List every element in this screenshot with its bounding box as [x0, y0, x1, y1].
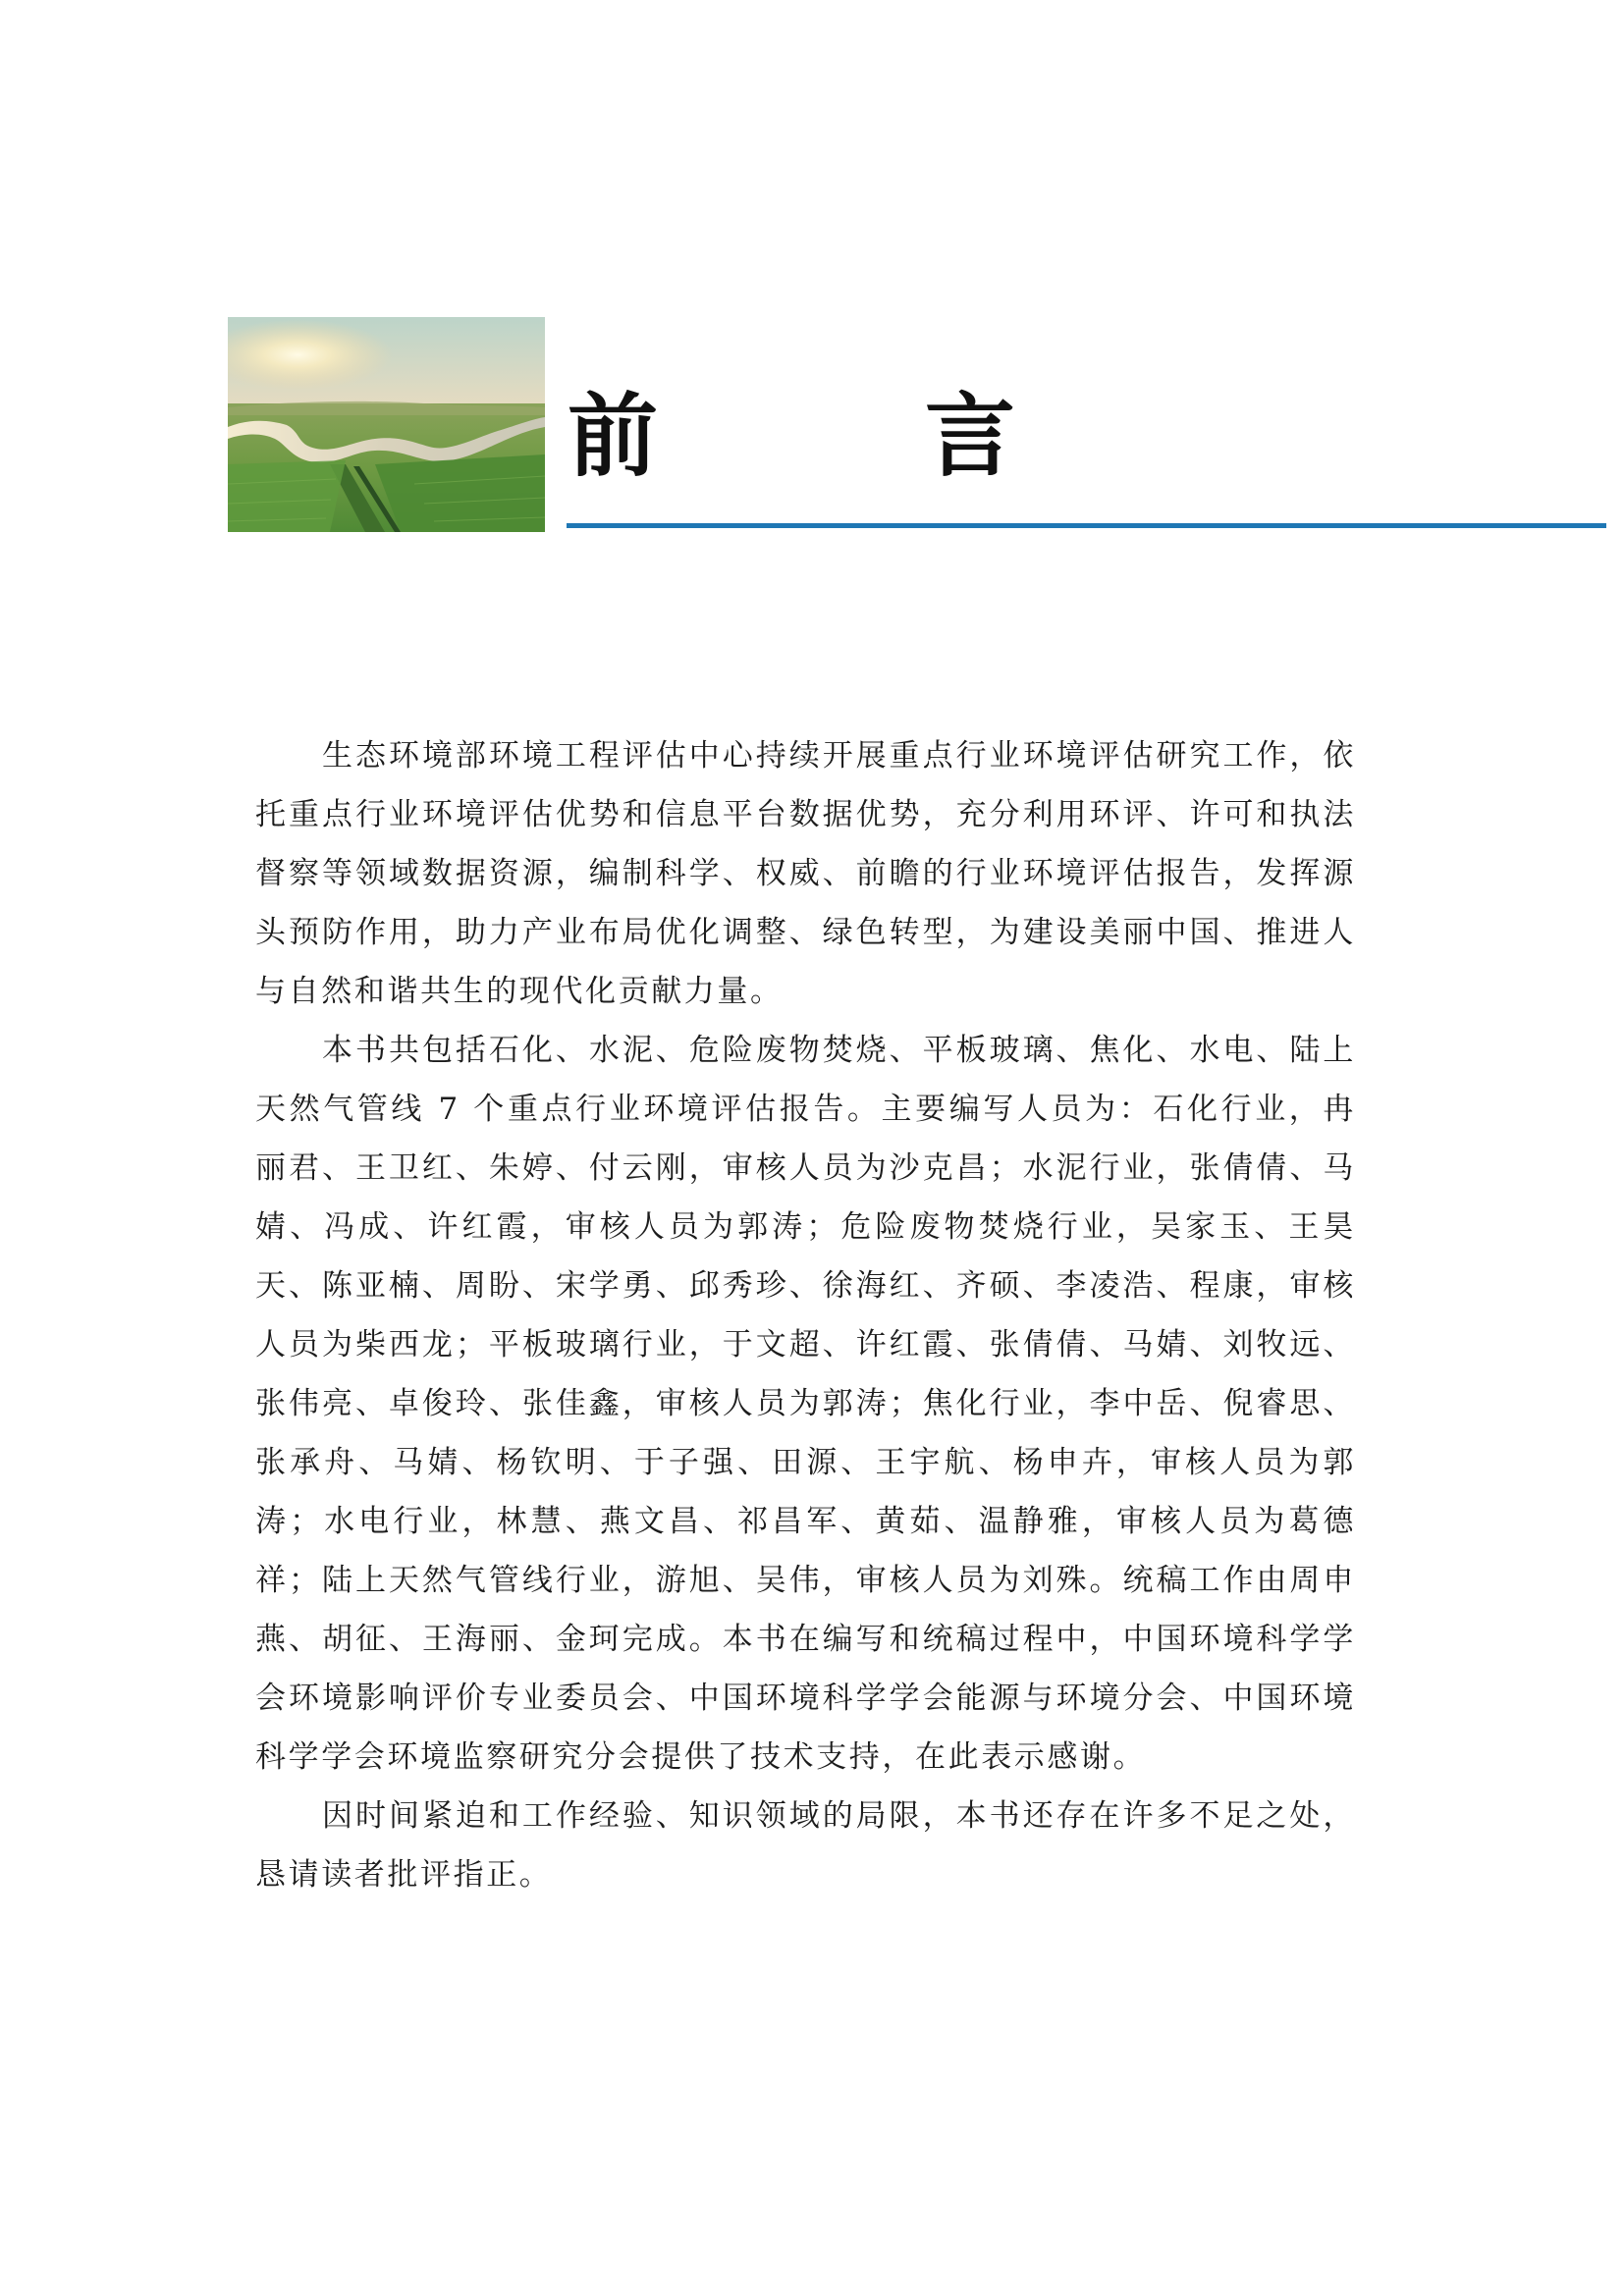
title-divider	[567, 523, 1606, 528]
preface-body	[255, 726, 1356, 1904]
page-title: 前 言	[568, 384, 1105, 489]
river-landscape-photo	[228, 317, 545, 532]
paragraph-2: 本书共包括石化、水泥、危险废物焚烧、平板玻璃、焦化、水电、陆上天然气管线 7 个重点行业环境评估报告。主要编写人员为：石化行业，冉丽君、王卫红、朱婷、付云刚，审核人员为沙克昌；水泥行业，张倩倩、马婧、冯成、许红霞，审核人员为郭涛；危险废物焚烧行业，吴家玉、王昊天、陈亚楠、周盼、宋学勇、邱秀珍、徐海红、齐硕、李凌浩、程康，审核人员为柴西龙；平板玻璃行业，于文超、许红霞、张倩倩、马婧、刘牧远、张伟亮、卓俊玲、张佳鑫，审核人员为郭涛；焦化行业，李中岳、倪睿思、张承舟、马婧、杨钦明、于子强、田源、王宇航、杨申卉，审核人员为郭涛；水电行业，林慧、燕文昌、祁昌军、黄茹、温静雅，审核人员为葛德祥；陆上天然气管线行业，游旭、吴伟，审核人员为刘殊。统稿工作由周申燕、胡征、王海丽、金珂完成。本书在编写和统稿过程中，中国环境科学学会环境影响评价专业委员会、中国环境科学学会能源与环境分会、中国环境科学学会环境监察研究分会提供了技术支持，在此表示感谢。	[255, 1033, 1356, 1775]
paragraph-3: 因时间紧迫和工作经验、知识领域的局限，本书还存在许多不足之处，恳请读者批评指正。	[255, 1798, 1356, 1893]
paragraph-1: 生态环境部环境工程评估中心持续开展重点行业环境评估研究工作，依托重点行业环境评估优势和信息平台数据优势，充分利用环评、许可和执法督察等领域数据资源，编制科学、权威、前瞻的行业环境评估报告，发挥源头预防作用，助力产业布局优化调整、绿色转型，为建设美丽中国、推进人与自然和谐共生的现代化贡献力量。	[255, 738, 1356, 1009]
